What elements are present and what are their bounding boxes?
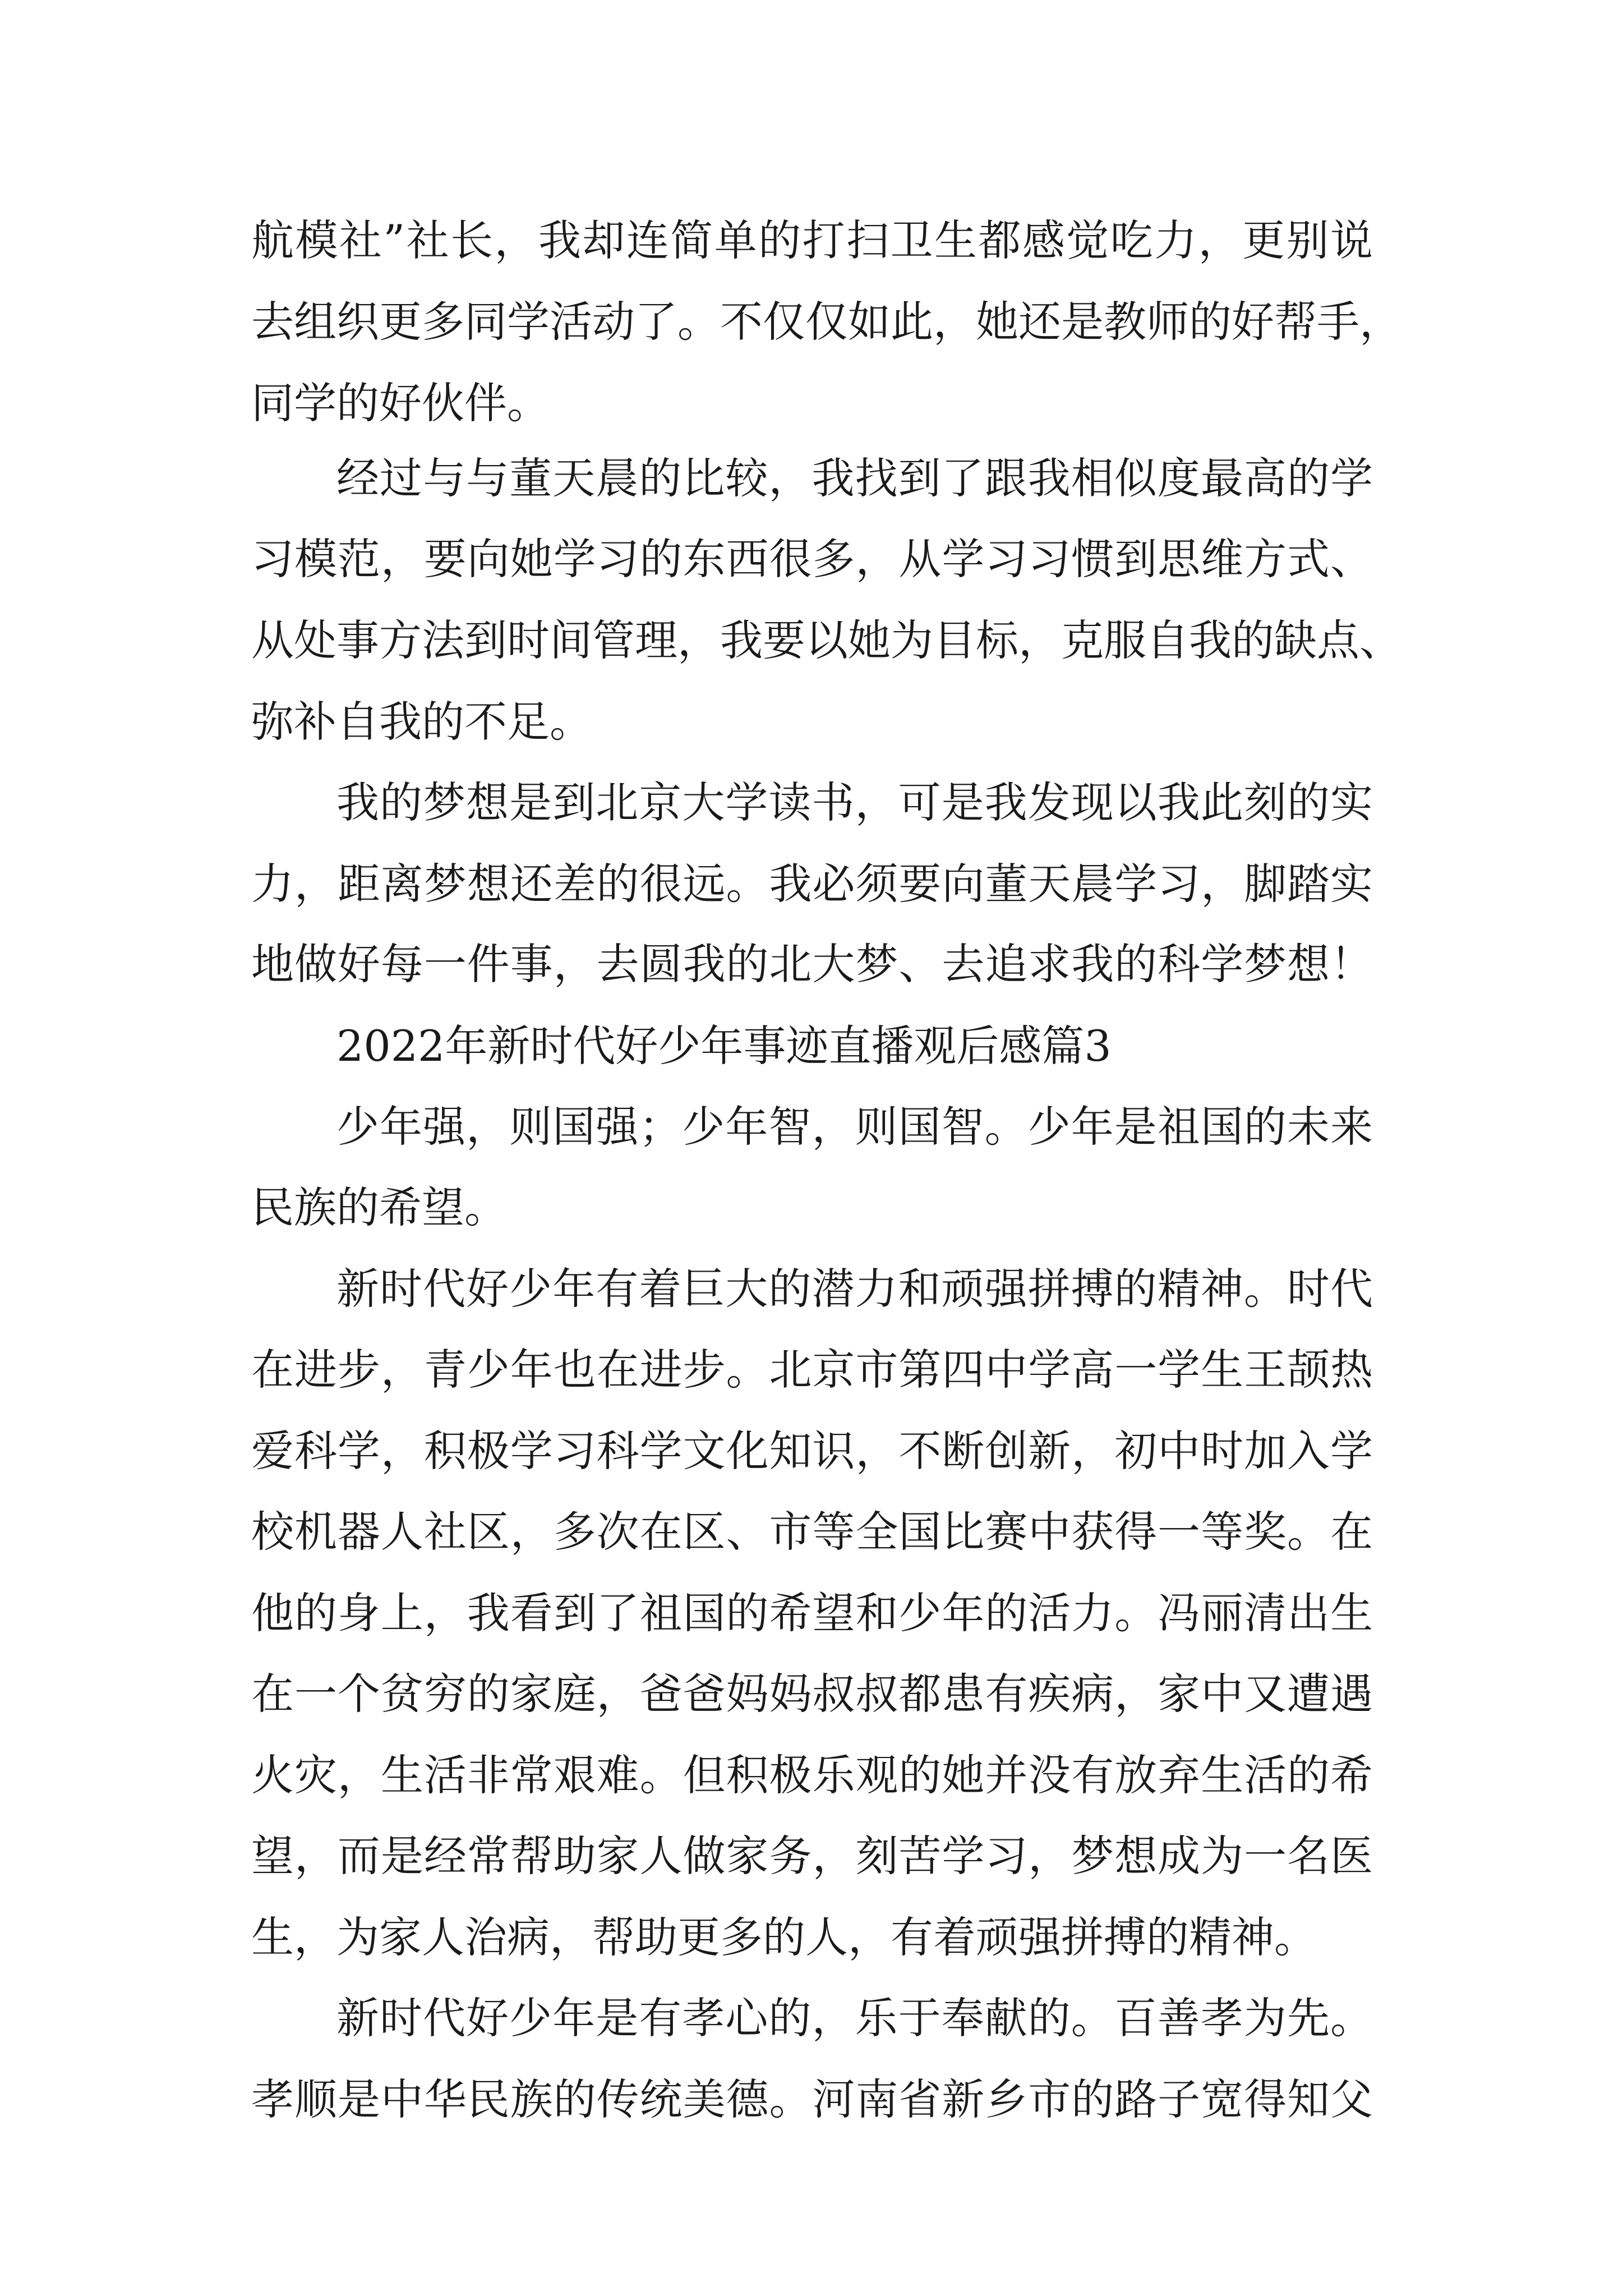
text-line: 新时代好少年有着巨大的潜力和顽强拼搏的精神。时代: [336, 1264, 1373, 1314]
text-line: 弥补自我的不足。: [251, 697, 592, 747]
text-line: 我的梦想是到北京大学读书，可是我发现以我此刻的实: [336, 777, 1373, 827]
text-line: 民族的希望。: [251, 1182, 507, 1232]
text-line: 孝顺是中华民族的传统美德。河南省新乡市的路子宽得知父: [251, 2074, 1373, 2124]
text-line: 地做好每一件事，去圆我的北大梦、去追求我的科学梦想！: [251, 939, 1373, 989]
text-line: 同学的好伙伴。: [251, 378, 550, 428]
text-line: 习模范，要向她学习的东西很多，从学习习惯到思维方式、: [251, 534, 1373, 584]
text-line: 少年强，则国强；少年智，则国智。少年是祖国的未来: [336, 1102, 1373, 1152]
text-line: 新时代好少年是有孝心的，乐于奉献的。百善孝为先。: [336, 1993, 1373, 2043]
text-line: 力，距离梦想还差的很远。我必须要向董天晨学习，脚踏实: [251, 859, 1373, 909]
text-line: 经过与与董天晨的比较，我找到了跟我相似度最高的学: [336, 453, 1373, 503]
text-line: 望，而是经常帮助家人做家务，刻苦学习，梦想成为一名医: [251, 1831, 1373, 1881]
text-line: 校机器人社区，多次在区、市等全国比赛中获得一等奖。在: [251, 1507, 1373, 1557]
text-line: 生，为家人治病，帮助更多的人，有着顽强拼搏的精神。: [251, 1912, 1317, 1962]
text-line: 去组织更多同学活动了。不仅仅如此，她还是教师的好帮手，: [251, 297, 1402, 347]
section-heading: 2022年新时代好少年事迹直播观后感篇3: [336, 1021, 1112, 1071]
text-line: 航模社”社长，我却连简单的打扫卫生都感觉吃力，更别说: [251, 215, 1373, 265]
text-line: 火灾，生活非常艰难。但积极乐观的她并没有放弃生活的希: [251, 1750, 1373, 1800]
text-line: 在进步，青少年也在进步。北京市第四中学高一学生王颉热: [251, 1345, 1373, 1395]
text-line: 在一个贫穷的家庭，爸爸妈妈叔叔都患有疾病，家中又遭遇: [251, 1669, 1373, 1719]
text-line: 从处事方法到时间管理，我要以她为目标，克服自我的缺点、: [251, 615, 1402, 665]
text-line: 他的身上，我看到了祖国的希望和少年的活力。冯丽清出生: [251, 1588, 1373, 1638]
text-line: 爱科学，积极学习科学文化知识，不断创新，初中时加入学: [251, 1426, 1373, 1476]
